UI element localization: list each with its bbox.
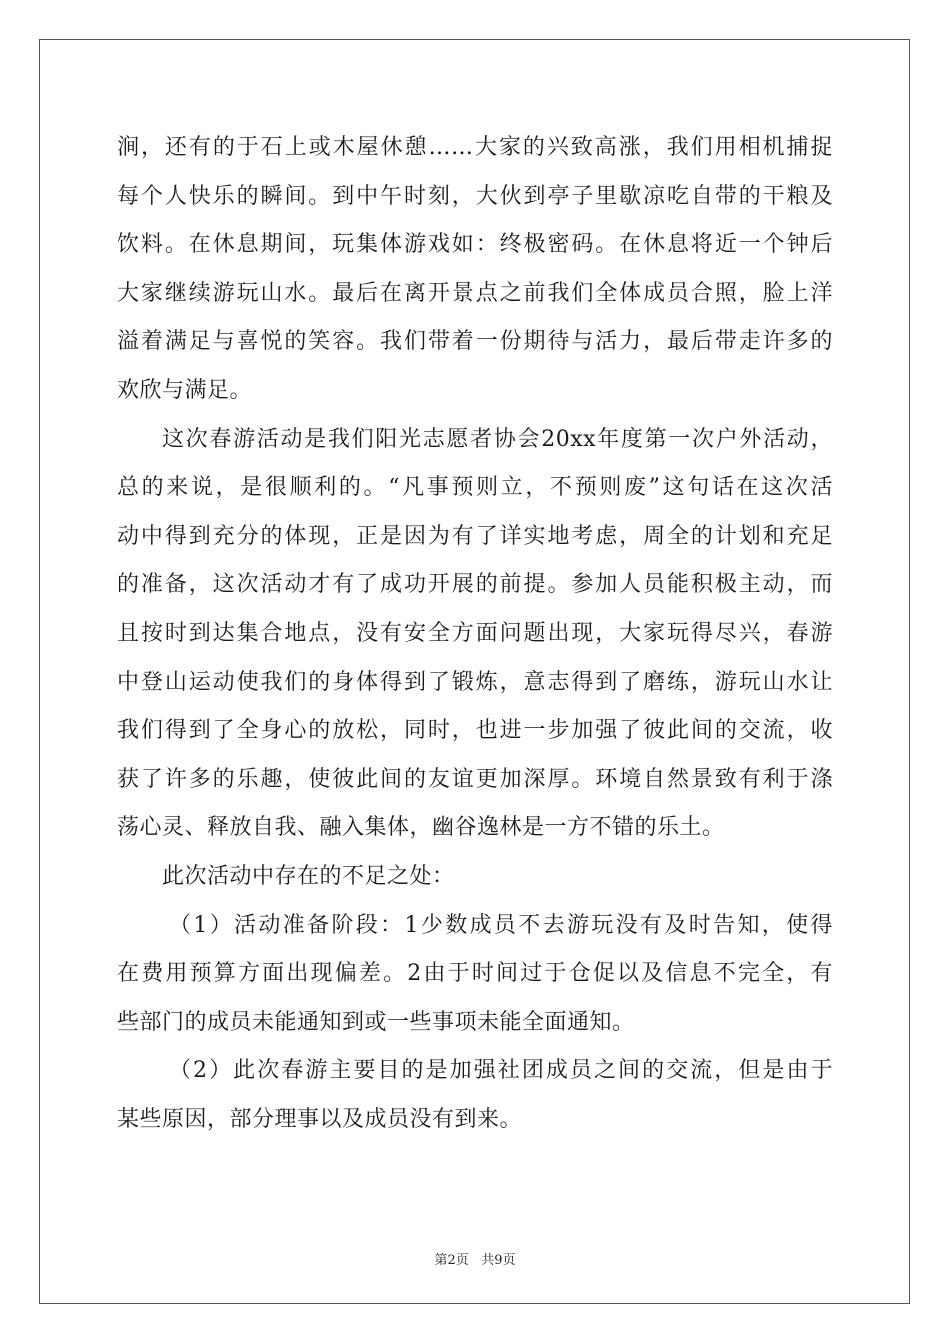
paragraph-4 [117, 902, 833, 1048]
text-line: 这次春游活动是我们阳光志愿者协会20xx年度第一次户外活动， [162, 426, 833, 452]
text-line: 欢欣与满足。 [117, 377, 253, 403]
text-line: （2）此次春游主要目的是加强社团成员之间的交流，但是由于 [169, 1058, 833, 1084]
text-line: （1）活动准备阶段：1少数成员不去游玩没有及时告知，使得 [169, 912, 833, 938]
text-line: 在费用预算方面出现偏差。2由于时间过于仓促以及信息不完全，有 [117, 961, 833, 987]
text-line: 且按时到达集合地点，没有安全方面问题出现，大家玩得尽兴，春游 [117, 620, 833, 646]
text-line: 中登山运动使我们的身体得到了锻炼，意志得到了磨练，游玩山水让 [117, 669, 833, 695]
paragraph-5 [117, 1047, 833, 1144]
document-body [117, 124, 833, 1144]
page-footer [0, 1249, 950, 1268]
section-heading: 此次活动中存在的不足之处： [162, 863, 455, 889]
page-total: 共9页 [481, 1253, 516, 1268]
paragraph-2 [117, 416, 833, 853]
text-line: 我们得到了全身心的放松，同时，也进一步加强了彼此间的交流，收 [117, 718, 833, 744]
text-line: 每个人快乐的瞬间。到中午时刻，大伙到亭子里歇凉吃自带的干粮及 [117, 183, 833, 209]
text-line: 涧，还有的于石上或木屋休憩……大家的兴致高涨，我们用相机捕捉 [117, 135, 833, 160]
text-line: 某些原因，部分理事以及成员没有到来。 [117, 1106, 523, 1132]
text-line: 溢着满足与喜悦的笑容。我们带着一份期待与活力，最后带走许多的 [117, 329, 833, 355]
page-number: 第2页 [434, 1253, 469, 1268]
text-line: 获了许多的乐趣，使彼此间的友谊更加深厚。环境自然景致有利于涤 [117, 766, 833, 792]
paragraph-1 [117, 124, 833, 416]
text-line: 饮料。在休息期间，玩集体游戏如：终极密码。在休息将近一个钟后 [117, 232, 833, 258]
text-line: 动中得到充分的体现，正是因为有了详实地考虑，周全的计划和充足 [117, 523, 833, 549]
text-line: 大家继续游玩山水。最后在离开景点之前我们全体成员合照，脸上洋 [117, 280, 833, 306]
text-line: 总的来说，是很顺利的。“凡事预则立，不预则废”这句话在这次活 [117, 475, 833, 501]
paragraph-3 [117, 853, 833, 902]
text-line: 荡心灵、释放自我、融入集体，幽谷逸林是一方不错的乐土。 [117, 815, 725, 841]
text-line: 的准备，这次活动才有了成功开展的前提。参加人员能积极主动，而 [117, 572, 833, 598]
text-line: 些部门的成员未能通知到或一些事项未能全面通知。 [117, 1009, 635, 1035]
